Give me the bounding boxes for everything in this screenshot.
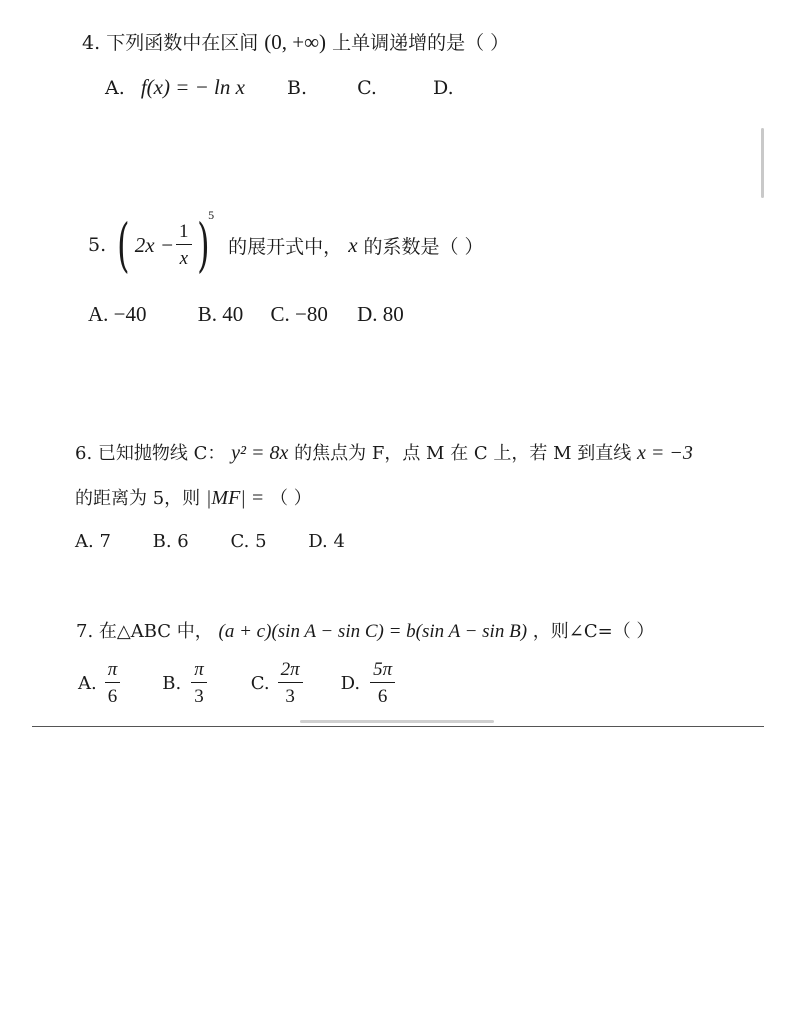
q4-options	[105, 75, 454, 100]
q7-stem: 7. 在△ABC 中， (a + c)(sin A − sin C) = b(sin A − sin B) ，则∠C=（ ）	[76, 621, 655, 642]
q6-option-c: C. 5	[230, 531, 267, 552]
scrollbar[interactable]	[761, 128, 764, 198]
q5-option-b: B. 40	[197, 302, 244, 326]
q5-stem: 5. ( 2x − $\frac{1}{x}$ ) 5 的展开式中， x 的系数是（ ）	[88, 207, 484, 279]
scroll-indicator[interactable]	[300, 720, 494, 723]
q4-option-d: D.	[433, 77, 454, 99]
q4-option-c: C.	[357, 77, 377, 99]
q7-option-b: B. $\frac{\pi}{3}$	[162, 660, 206, 706]
q7-option-d: D. $\frac{5\pi}{6}$	[341, 660, 396, 706]
page-divider	[32, 726, 764, 727]
q7-option-a: A. $\frac{\pi}{6}$	[78, 660, 120, 706]
q5-fraction: $\frac{1}{x}$	[176, 222, 192, 268]
q7-option-c: C. $\frac{2\pi}{3}$	[251, 660, 303, 706]
q5-option-d: D. 80	[357, 302, 404, 326]
q6-option-a: A. 7	[75, 531, 111, 552]
q6-stem-line2: 的距离为 5，则 |MF| = （ ）	[75, 487, 312, 509]
q6-stem-line1: 6. 已知抛物线 C： y² = 8x 的焦点为 F，点 M 在 C 上，若 M 到直线 x = −3	[75, 442, 693, 464]
q6-options	[75, 531, 345, 552]
q4-option-b: B.	[287, 77, 308, 99]
q4-option-a: A. f(x) = − ln x	[105, 75, 245, 99]
q5-options	[88, 302, 404, 327]
q6-option-b: B. 6	[152, 531, 189, 552]
q4-stem: 4. 下列函数中在区间 (0, +∞) 上单调递增的是（ ）	[82, 30, 510, 54]
q6-option-d: D. 4	[308, 531, 345, 552]
q7-options	[78, 660, 395, 706]
q5-option-a: A. −40	[88, 302, 147, 326]
q5-option-c: C. −80	[270, 302, 328, 326]
